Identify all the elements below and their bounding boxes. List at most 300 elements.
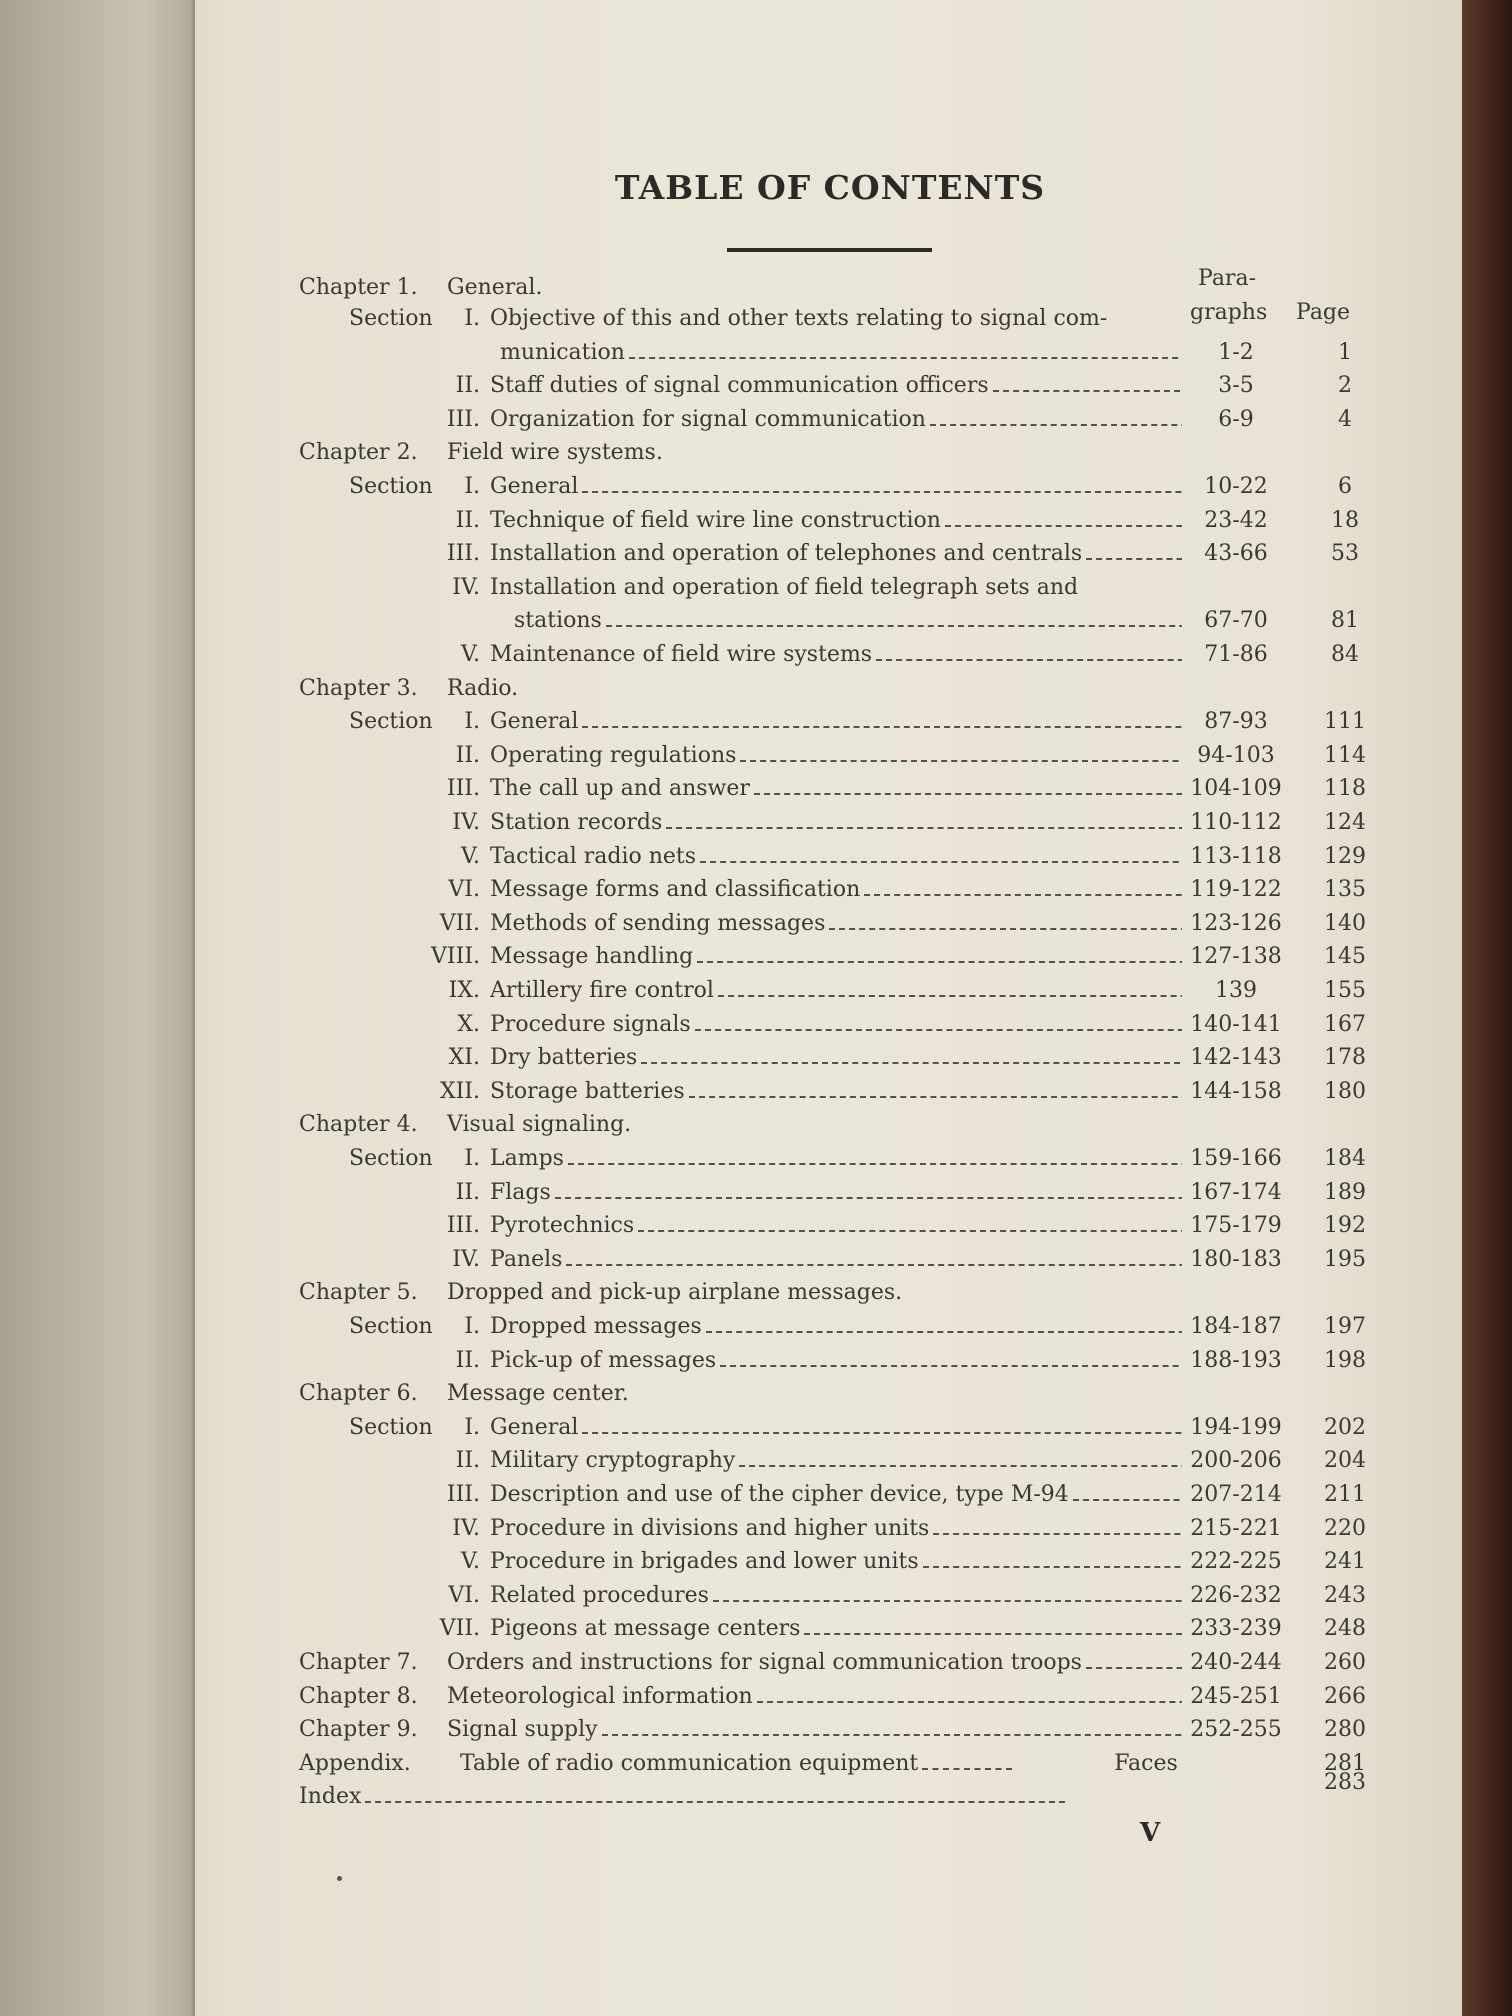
toc-row: [0, 1580, 1462, 1612]
toc-row: [0, 1244, 1462, 1276]
paragraph-range: 123-126: [1190, 910, 1282, 936]
section-roman: IV.: [452, 1246, 480, 1272]
section-word: Section: [349, 474, 433, 499]
section-roman: III.: [446, 1213, 480, 1239]
page-number: 195: [1324, 1246, 1366, 1272]
entry-title: [490, 1210, 1182, 1242]
entry-title: [490, 975, 1182, 1007]
paragraph-range: 127-138: [1190, 944, 1282, 970]
section-roman: IV.: [452, 574, 480, 600]
paragraph-range: 104-109: [1190, 776, 1282, 802]
page-number: 1: [1338, 339, 1352, 365]
paragraph-range: 67-70: [1204, 608, 1268, 634]
appendix-label: Appendix.: [299, 1750, 411, 1776]
section-roman: II.: [455, 507, 480, 533]
toc-row: [0, 1479, 1462, 1511]
section-word: Section: [349, 1314, 433, 1339]
page-number: 198: [1324, 1347, 1366, 1373]
paragraph-range: 139: [1215, 978, 1257, 1003]
page-header: Page: [1296, 300, 1351, 325]
page-number: 81: [1331, 608, 1359, 634]
section-roman: III.: [446, 541, 480, 567]
section-roman: I.: [464, 709, 480, 735]
paragraph-range: 113-118: [1190, 843, 1282, 869]
entry-text: General: [490, 709, 579, 735]
toc-row: [0, 572, 1462, 604]
paragraph-range: 144-158: [1190, 1078, 1282, 1104]
section-roman: VII.: [439, 910, 480, 936]
paragraph-range: 6-9: [1218, 406, 1254, 432]
entry-title: [490, 1613, 1182, 1645]
toc-row: [0, 1445, 1462, 1477]
toc-row: [0, 740, 1462, 772]
section-roman: II.: [455, 1448, 480, 1474]
section-roman: II.: [455, 1179, 480, 1205]
entry-title: [490, 303, 1182, 335]
paragraph-range: 87-93: [1204, 709, 1268, 735]
chapter-label: Chapter 6.: [299, 1381, 418, 1407]
dot-leader: [700, 859, 1182, 863]
toc-row: [0, 1378, 1462, 1410]
section-roman: V.: [460, 843, 480, 869]
section-roman: VI.: [448, 1582, 480, 1608]
paragraph-range: 142-143: [1190, 1045, 1282, 1071]
page-number: 180: [1324, 1078, 1366, 1104]
page-number: 2: [1338, 373, 1352, 399]
section-roman: V.: [460, 1549, 480, 1575]
dot-leader: [757, 1699, 1182, 1703]
toc-row: [0, 1042, 1462, 1074]
page-number: 145: [1324, 944, 1366, 970]
entry-text: Installation and operation of telephones and centrals: [490, 541, 1083, 567]
section-word: Section: [349, 306, 433, 331]
entry-text: Maintenance of field wire systems: [490, 642, 873, 667]
toc-row: [0, 1770, 1462, 1813]
paragraph-range: 180-183: [1190, 1246, 1282, 1272]
paragraph-range: 110-112: [1190, 810, 1282, 835]
entry-title: [490, 505, 1182, 537]
toc-row: [0, 1412, 1462, 1444]
toc-row: [0, 1177, 1462, 1209]
entry-title: [490, 538, 1182, 570]
entry-text: Operating regulations: [490, 742, 737, 768]
entry-text: Procedure in divisions and higher units: [490, 1515, 930, 1541]
dot-leader: [933, 1531, 1182, 1535]
entry-title: [447, 1647, 1182, 1679]
section-roman: I.: [464, 1314, 480, 1339]
entry-title: [490, 1345, 1182, 1377]
book-cover-edge: [1462, 0, 1512, 2016]
dot-leader: [666, 825, 1182, 829]
dot-leader: [945, 523, 1182, 527]
entry-text: Tactical radio nets: [490, 843, 697, 869]
page-number: 197: [1324, 1314, 1366, 1339]
entry-title: [447, 1714, 1182, 1746]
entry-title: [490, 639, 1182, 671]
page-number: 266: [1324, 1683, 1366, 1709]
dot-leader: [922, 1766, 1012, 1770]
entry-title: [490, 1042, 1182, 1074]
toc-row: [0, 1748, 1462, 1780]
toc-row: [0, 1143, 1462, 1175]
dot-leader: [876, 657, 1182, 661]
paragraphs-header-bottom: graphs: [1190, 300, 1268, 325]
page-number: 18: [1331, 507, 1359, 533]
entry-title: [490, 740, 1182, 772]
entry-text: Message handling: [490, 944, 694, 970]
toc-row: [0, 773, 1462, 805]
page-number: 184: [1324, 1146, 1366, 1171]
section-roman: II.: [455, 1347, 480, 1373]
toc-row: [0, 841, 1462, 873]
page-number: 118: [1324, 776, 1366, 802]
chapter-label: Chapter 8.: [299, 1683, 418, 1709]
toc-row: [0, 1277, 1462, 1309]
toc-row: [0, 1647, 1462, 1679]
paragraph-range: 71-86: [1204, 642, 1268, 667]
paragraph-range: 119-122: [1190, 877, 1282, 903]
toc-row: [0, 1546, 1462, 1578]
dot-leader: [706, 1329, 1182, 1333]
entry-title: [490, 1311, 1182, 1343]
paragraph-range: 167-174: [1190, 1179, 1282, 1205]
toc-row: [0, 337, 1462, 369]
dot-leader: [804, 1631, 1182, 1635]
page-number: 129: [1324, 843, 1366, 869]
dot-leader: [720, 1363, 1182, 1367]
section-roman: IV.: [452, 1515, 480, 1541]
dot-leader: [739, 1463, 1182, 1467]
page-number: 167: [1324, 1011, 1366, 1037]
entry-text: Pick-up of messages: [490, 1347, 717, 1373]
entry-text: General: [490, 1414, 579, 1440]
toc-row: [0, 807, 1462, 839]
entry-title: [490, 908, 1182, 940]
entry-title: [490, 471, 1182, 503]
toc-row: [0, 370, 1462, 402]
paper-speck: [337, 1876, 342, 1881]
page-number: 178: [1324, 1045, 1366, 1071]
entry-title: [490, 1546, 1182, 1578]
page-title: TABLE OF CONTENTS: [614, 168, 1046, 207]
chapter-label: Chapter 4.: [299, 1112, 418, 1138]
entry-text: Signal supply: [447, 1717, 598, 1743]
toc-row: [0, 538, 1462, 570]
dot-leader: [864, 892, 1182, 896]
entry-title: [490, 706, 1182, 738]
entry-title: [490, 874, 1182, 906]
entry-text: Pigeons at message centers: [490, 1616, 801, 1642]
entry-title: [490, 572, 1182, 604]
entry-title: [500, 337, 1182, 369]
toc-row: [0, 639, 1462, 671]
toc-row: [0, 272, 1462, 304]
chapter-title: Message center.: [447, 1381, 629, 1407]
page-number: 53: [1331, 541, 1359, 567]
toc-row: [0, 1681, 1462, 1713]
section-roman: V.: [460, 642, 480, 667]
entry-text: Meteorological information: [447, 1683, 753, 1709]
section-roman: X.: [457, 1011, 480, 1037]
section-word: Section: [349, 1414, 433, 1440]
toc-row: [0, 303, 1462, 335]
entry-text: Methods of sending messages: [490, 910, 826, 936]
section-roman: IV.: [452, 810, 480, 835]
toc-row: [0, 404, 1462, 436]
page-number: 4: [1338, 406, 1352, 432]
entry-title: [490, 1513, 1182, 1545]
chapter-label: Chapter 2.: [299, 440, 418, 466]
dot-leader: [993, 388, 1182, 392]
dot-leader: [582, 1430, 1182, 1434]
section-roman: I.: [464, 474, 480, 499]
entry-text: Index: [299, 1784, 362, 1810]
entry-title: [490, 1479, 1182, 1511]
section-roman: II.: [455, 742, 480, 768]
entry-title: [490, 1177, 1182, 1209]
dot-leader: [582, 724, 1182, 728]
dot-leader: [365, 1799, 1065, 1803]
chapter-title: General.: [447, 275, 543, 300]
page-number: 280: [1324, 1717, 1366, 1743]
page-number: 84: [1331, 642, 1359, 667]
section-roman: III.: [446, 776, 480, 802]
toc-row: [0, 1311, 1462, 1343]
entry-text: stations: [514, 608, 602, 634]
entry-title: [490, 1143, 1182, 1175]
dot-leader: [641, 1060, 1182, 1064]
dot-leader: [1073, 1497, 1182, 1501]
paragraph-range: 94-103: [1197, 742, 1275, 768]
dot-leader: [829, 926, 1182, 930]
entry-title: [514, 605, 1182, 637]
dot-leader: [566, 1262, 1182, 1266]
toc-row: [0, 1076, 1462, 1108]
page-folio: V: [1140, 1818, 1161, 1848]
section-word: Section: [349, 709, 433, 735]
appendix-title: [460, 1748, 1100, 1780]
chapter-label: Chapter 3.: [299, 675, 418, 701]
page-number: 260: [1324, 1650, 1366, 1675]
index-entry: [299, 1781, 1187, 1813]
entry-text: Description and use of the cipher device, type M-94: [490, 1482, 1069, 1507]
section-roman: VII.: [439, 1616, 480, 1642]
dot-leader: [689, 1094, 1182, 1098]
chapter-title: Field wire systems.: [447, 440, 663, 466]
section-roman: XII.: [439, 1078, 480, 1104]
paragraphs-header-top: Para-: [1198, 266, 1256, 291]
dot-leader: [1086, 1665, 1182, 1669]
toc-row: [0, 471, 1462, 503]
paragraph-range: 175-179: [1190, 1213, 1282, 1239]
section-roman: II.: [455, 373, 480, 399]
page-number: 140: [1324, 910, 1366, 936]
entry-text: Storage batteries: [490, 1078, 685, 1104]
entry-text: Panels: [490, 1246, 563, 1272]
toc-row: [0, 1009, 1462, 1041]
paragraph-range: 240-244: [1190, 1650, 1282, 1675]
paragraph-range: 43-66: [1204, 541, 1268, 567]
chapter-label: Chapter 7.: [299, 1650, 418, 1675]
section-word: Section: [349, 1146, 433, 1171]
entry-text: Procedure signals: [490, 1011, 691, 1037]
section-roman: I.: [464, 306, 480, 331]
entry-text: Orders and instructions for signal communication troops: [447, 1650, 1082, 1675]
toc-row: [0, 1345, 1462, 1377]
paragraph-range: 159-166: [1190, 1146, 1282, 1171]
dot-leader: [923, 1564, 1182, 1568]
section-roman: III.: [446, 1482, 480, 1507]
page-number: 202: [1324, 1414, 1366, 1440]
entry-text: Technique of field wire line construction: [490, 507, 941, 533]
toc-row: [0, 874, 1462, 906]
toc-row: [0, 706, 1462, 738]
section-roman: VIII.: [431, 944, 480, 970]
paragraph-range: 245-251: [1190, 1683, 1282, 1709]
entry-title: [490, 1009, 1182, 1041]
page-number: 243: [1324, 1582, 1366, 1608]
page-number: 281: [1324, 1750, 1366, 1776]
entry-title: [490, 1244, 1182, 1276]
entry-title: [490, 1412, 1182, 1444]
page-number: 124: [1324, 810, 1366, 835]
toc-row: [0, 673, 1462, 705]
toc-row: [0, 437, 1462, 469]
paragraph-range: 188-193: [1190, 1347, 1282, 1373]
entry-text: Organization for signal communication: [490, 406, 926, 432]
chapter-title: Dropped and pick-up airplane messages.: [447, 1280, 903, 1306]
page-number: 189: [1324, 1179, 1366, 1205]
paragraph-range: 200-206: [1190, 1448, 1282, 1474]
dot-leader: [754, 791, 1182, 795]
entry-text: Dry batteries: [490, 1045, 638, 1071]
paragraph-range: 23-42: [1204, 507, 1268, 533]
chapter-label: Chapter 5.: [299, 1280, 418, 1306]
dot-leader: [606, 623, 1182, 627]
paragraph-range: 184-187: [1190, 1314, 1282, 1339]
entry-text: Lamps: [490, 1146, 564, 1171]
entry-text: Related procedures: [490, 1582, 709, 1608]
dot-leader: [713, 1598, 1182, 1602]
entry-title: [490, 1076, 1182, 1108]
entry-text: Installation and operation of field telegraph sets and: [490, 574, 1079, 600]
page-number: 211: [1324, 1482, 1366, 1507]
entry-text: Artillery fire control: [490, 978, 714, 1003]
page-number: 283: [1324, 1770, 1366, 1796]
paragraph-range: 226-232: [1190, 1582, 1282, 1608]
page-number: 111: [1324, 709, 1366, 735]
dot-leader: [930, 422, 1182, 426]
toc-row: [0, 1109, 1462, 1141]
section-roman: I.: [464, 1146, 480, 1171]
section-roman: IX.: [448, 978, 480, 1003]
toc-row: [0, 908, 1462, 940]
chapter-label: Chapter 9.: [299, 1717, 418, 1743]
paragraph-range: 233-239: [1190, 1616, 1282, 1642]
paragraph-range: 3-5: [1218, 373, 1254, 399]
entry-text: Table of radio communication equipment: [460, 1750, 919, 1776]
page-number: 6: [1338, 474, 1352, 499]
paragraph-range: 215-221: [1190, 1515, 1282, 1541]
section-roman: XI.: [448, 1045, 480, 1071]
chapter-title: Visual signaling.: [447, 1112, 632, 1138]
entry-title: [490, 370, 1182, 402]
entry-text: Military cryptography: [490, 1448, 736, 1474]
entry-text: Objective of this and other texts relating to signal com-: [490, 306, 1108, 331]
page-number: 204: [1324, 1448, 1366, 1474]
faces-label: Faces: [1114, 1750, 1178, 1776]
entry-text: Pyrotechnics: [490, 1213, 635, 1239]
dot-leader: [695, 1027, 1182, 1031]
entry-title: [490, 1580, 1182, 1612]
dot-leader: [740, 758, 1182, 762]
dot-leader: [602, 1732, 1182, 1736]
page-number: 248: [1324, 1616, 1366, 1642]
entry-text: Station records: [490, 810, 663, 835]
toc-row: [0, 941, 1462, 973]
page-number: 114: [1324, 742, 1366, 768]
page-number: 241: [1324, 1549, 1366, 1575]
paragraph-range: 207-214: [1190, 1482, 1282, 1507]
dot-leader: [568, 1161, 1182, 1165]
entry-title: [447, 1681, 1182, 1713]
entry-title: [490, 841, 1182, 873]
page-number: 192: [1324, 1213, 1366, 1239]
toc-row: [0, 1714, 1462, 1746]
page-number: 220: [1324, 1515, 1366, 1541]
dot-leader: [638, 1228, 1182, 1232]
entry-title: [490, 1445, 1182, 1477]
entry-title: [490, 941, 1182, 973]
paragraph-range: 1-2: [1218, 339, 1254, 365]
toc-row: [0, 505, 1462, 537]
paragraph-range: 222-225: [1190, 1549, 1282, 1575]
entry-title: [490, 773, 1182, 805]
dot-leader: [697, 959, 1182, 963]
section-roman: I.: [464, 1414, 480, 1440]
paragraph-range: 252-255: [1190, 1717, 1282, 1743]
entry-text: Flags: [490, 1179, 551, 1205]
paragraph-range: 194-199: [1190, 1414, 1282, 1440]
toc-row: [0, 1613, 1462, 1645]
dot-leader: [555, 1195, 1182, 1199]
paragraph-range: 10-22: [1204, 474, 1268, 499]
chapter-title: Radio.: [447, 675, 519, 701]
paragraph-range: 140-141: [1190, 1011, 1282, 1037]
toc-row: [0, 1513, 1462, 1545]
page-number: 155: [1324, 978, 1366, 1003]
dot-leader: [1086, 556, 1182, 560]
entry-title: [490, 807, 1182, 839]
entry-text: The call up and answer: [490, 776, 750, 802]
section-roman: III.: [446, 406, 480, 432]
page-number: 135: [1324, 877, 1366, 903]
entry-title: [490, 404, 1182, 436]
entry-text: Dropped messages: [490, 1314, 702, 1339]
entry-text: General: [490, 474, 579, 499]
entry-text: Procedure in brigades and lower units: [490, 1549, 919, 1575]
toc-row: [0, 1210, 1462, 1242]
entry-text: munication: [500, 339, 625, 365]
section-roman: VI.: [448, 877, 480, 903]
dot-leader: [718, 993, 1182, 997]
chapter-label: Chapter 1.: [299, 275, 418, 300]
dot-leader: [582, 489, 1182, 493]
entry-text: Staff duties of signal communication officers: [490, 373, 989, 399]
toc-row: [0, 975, 1462, 1007]
dot-leader: [629, 355, 1182, 359]
entry-text: Message forms and classification: [490, 877, 861, 903]
